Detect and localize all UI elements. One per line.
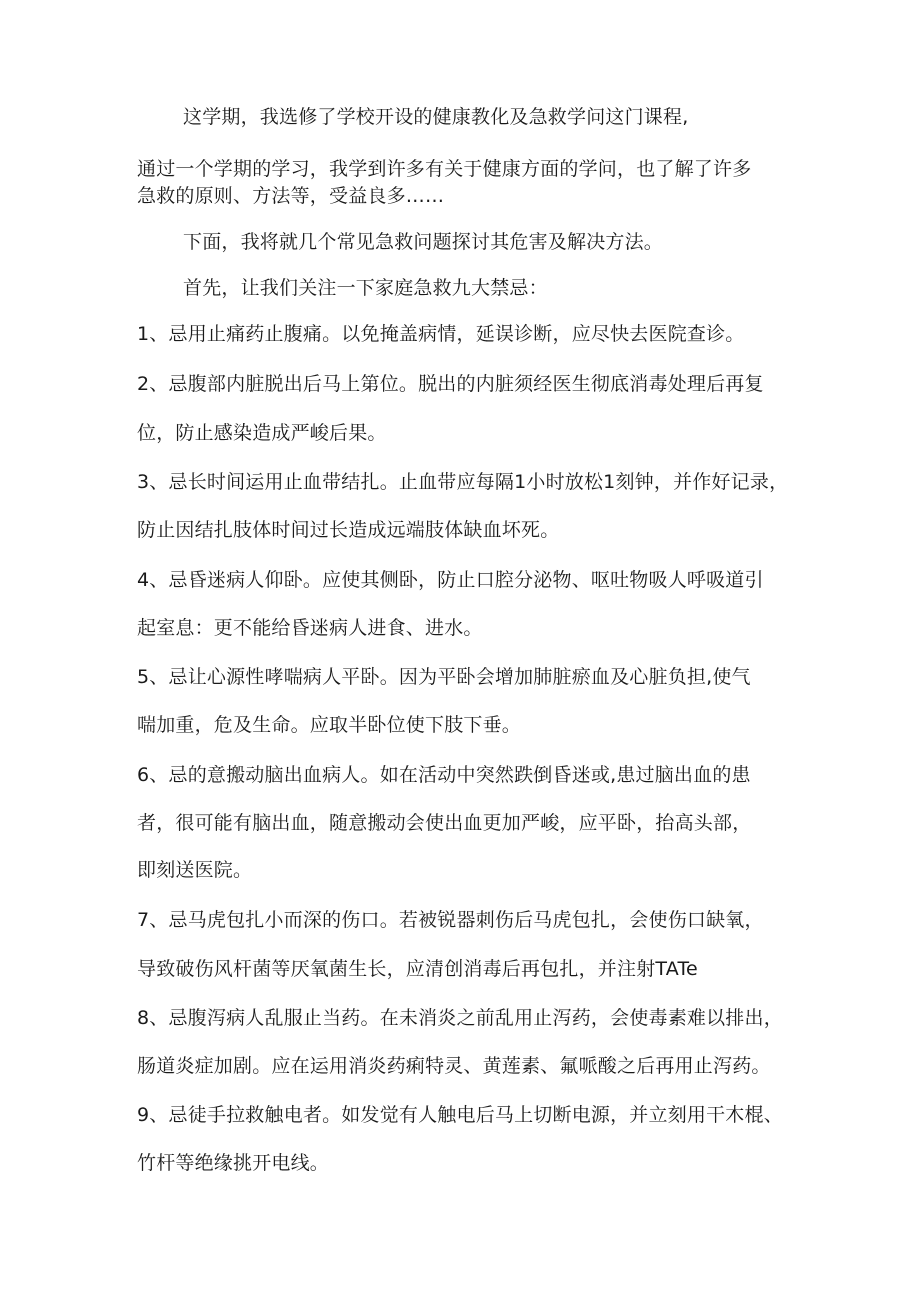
intro-paragraph: 急救的原则、方法等，受益良多…… [137,185,445,207]
intro-paragraph: 这学期，我选修了学校开设的健康教化及急救学问这门课程, [183,106,689,128]
list-item: 即刻送医院。 [137,859,253,881]
intro-paragraph: 下面，我将就几个常见急救问题探讨其危害及解决方法。 [183,231,664,253]
list-item: 6、忌的意搬动脑出血病人。如在活动中突然跌倒昏迷或,患过脑出血的患 [137,764,751,786]
list-item: 位，防止感染造成严峻后果。 [137,422,387,444]
list-item: 防止因结扎肢体时间过长造成远端肢体缺血坏死。 [137,519,560,541]
intro-paragraph: 通过一个学期的学习，我学到许多有关于健康方面的学问，也了解了许多 [137,158,752,180]
list-item: 1、忌用止痛药止腹痛。以免掩盖病情，延误诊断，应尽快去医院查诊。 [137,323,745,345]
list-item: 3、忌长时间运用止血带结扎。止血带应每隔1小时放松1刻钟，并作好记录， [137,471,789,493]
list-item: 肠道炎症加剧。应在运用消炎药痢特灵、黄莲素、氟哌酸之后再用止泻药。 [137,1055,771,1077]
intro-paragraph: 首先，让我们关注一下家庭急救九大禁忌： [183,277,548,299]
list-item: 2、忌腹部内脏脱出后马上第位。脱出的内脏须经医生彻底消毒处理后再复 [137,373,764,395]
list-item: 竹杆等绝缘挑开电线。 [137,1152,330,1174]
list-item: 喘加重，危及生命。应取半卧位使下肢下垂。 [137,714,522,736]
list-item: 8、忌腹泻病人乱服止当药。在未消炎之前乱用止泻药，会使毒素难以排出， [137,1007,783,1029]
list-item: 7、忌马虎包扎小而深的伤口。若被锐器刺伤后马虎包扎，会使伤口缺氧， [137,909,764,931]
list-item: 导致破伤风杆菌等厌氧菌生长，应清创消毒后再包扎，并注射TATe [137,958,698,980]
list-item: 4、忌昏迷病人仰卧。应使其侧卧，防止口腔分泌物、呕吐物吸人呼吸道引 [137,569,764,591]
list-item: 者，很可能有脑出血，随意搬动会使出血更加严峻，应平卧，抬高头部， [137,812,752,834]
list-item: 起室息：更不能给昏迷病人进食、进水。 [137,617,483,639]
list-item: 5、忌让心源性哮喘病人平卧。因为平卧会增加肺脏瘀血及心脏负担,使气 [137,666,751,688]
list-item: 9、忌徒手拉救触电者。如发觉有人触电后马上切断电源，并立刻用干木棍、 [137,1104,783,1126]
